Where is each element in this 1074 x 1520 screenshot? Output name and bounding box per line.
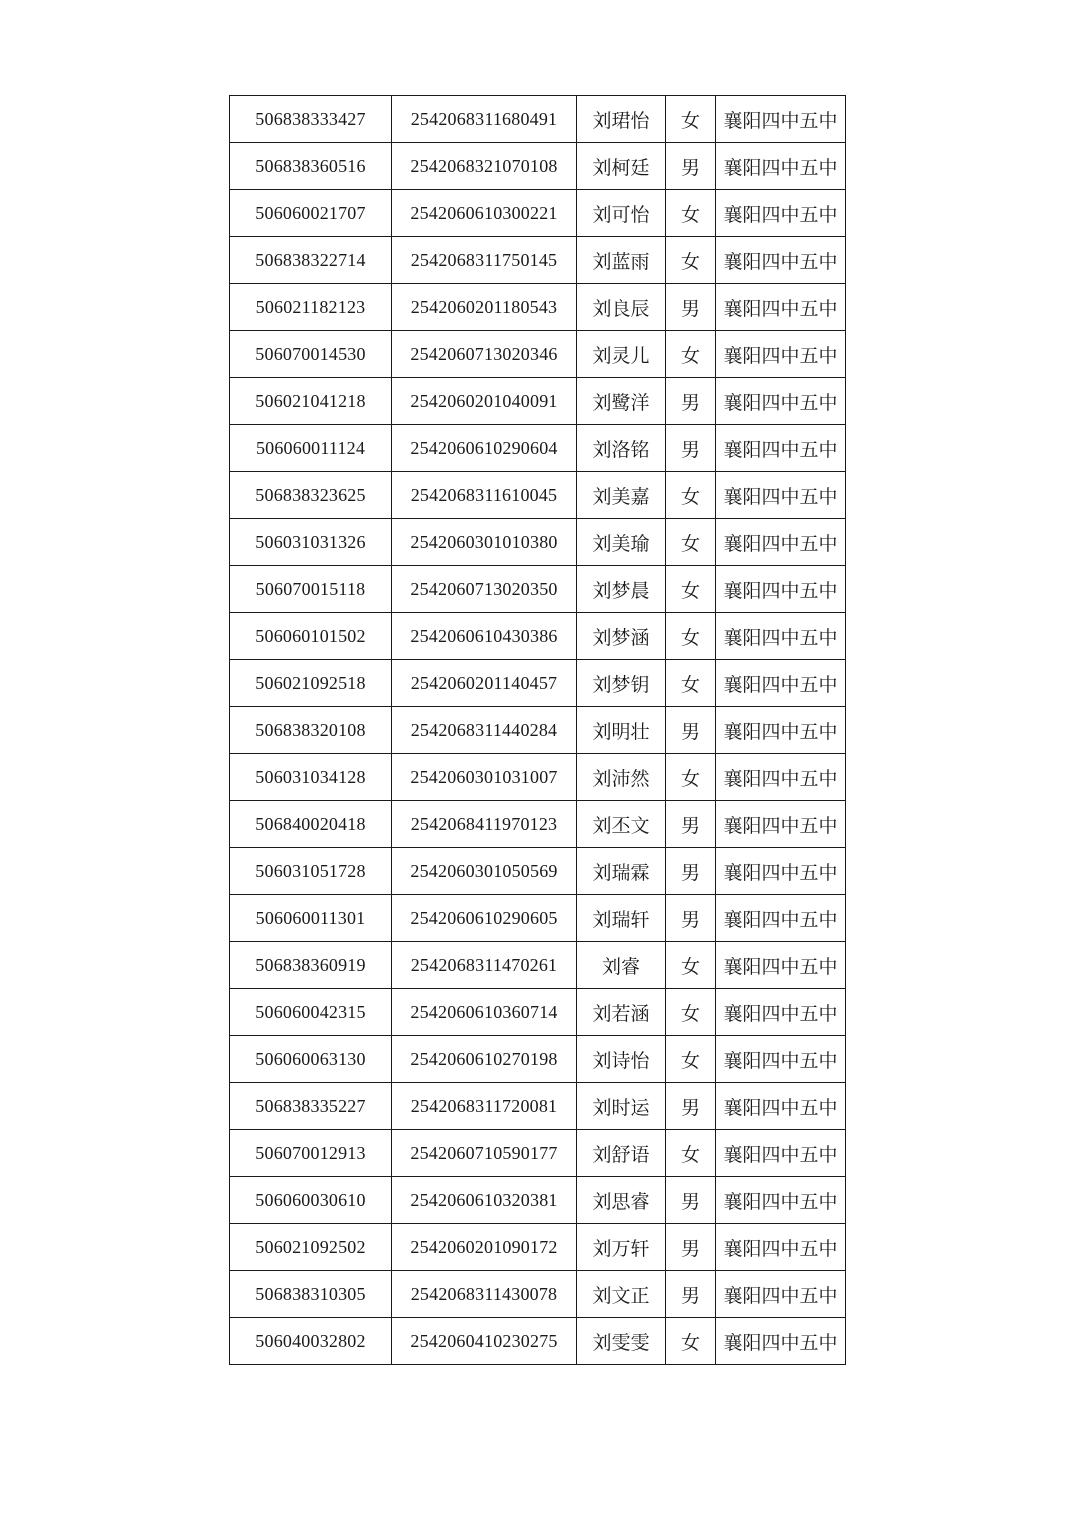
school-cell: 襄阳四中五中 xyxy=(716,1083,846,1130)
gender-cell: 男 xyxy=(666,1271,716,1318)
student-code-cell: 506838360919 xyxy=(230,942,392,989)
exam-number-cell: 2542060301050569 xyxy=(392,848,577,895)
gender-cell: 女 xyxy=(666,942,716,989)
student-name-cell: 刘美瑜 xyxy=(577,519,666,566)
table-row xyxy=(230,989,846,1036)
student-code-cell: 506838335227 xyxy=(230,1083,392,1130)
exam-number-cell: 2542060710590177 xyxy=(392,1130,577,1177)
student-code-cell: 506838322714 xyxy=(230,237,392,284)
school-cell: 襄阳四中五中 xyxy=(716,143,846,190)
student-code-cell: 506070014530 xyxy=(230,331,392,378)
student-code-cell: 506060101502 xyxy=(230,613,392,660)
school-cell: 襄阳四中五中 xyxy=(716,1224,846,1271)
school-cell: 襄阳四中五中 xyxy=(716,707,846,754)
exam-number-cell: 2542068311680491 xyxy=(392,96,577,143)
table-row xyxy=(230,1177,846,1224)
exam-number-cell: 2542060410230275 xyxy=(392,1318,577,1365)
table-row xyxy=(230,519,846,566)
student-code-cell: 506070015118 xyxy=(230,566,392,613)
school-cell: 襄阳四中五中 xyxy=(716,848,846,895)
exam-number-cell: 2542060201040091 xyxy=(392,378,577,425)
student-name-cell: 刘沛然 xyxy=(577,754,666,801)
school-cell: 襄阳四中五中 xyxy=(716,519,846,566)
student-code-cell: 506040032802 xyxy=(230,1318,392,1365)
exam-number-cell: 2542060713020350 xyxy=(392,566,577,613)
gender-cell: 女 xyxy=(666,519,716,566)
student-name-cell: 刘蓝雨 xyxy=(577,237,666,284)
exam-number-cell: 2542060610320381 xyxy=(392,1177,577,1224)
gender-cell: 女 xyxy=(666,190,716,237)
table-row xyxy=(230,1318,846,1365)
table-row xyxy=(230,848,846,895)
student-name-cell: 刘思睿 xyxy=(577,1177,666,1224)
student-name-cell: 刘瑞霖 xyxy=(577,848,666,895)
student-name-cell: 刘丕文 xyxy=(577,801,666,848)
exam-number-cell: 2542060201090172 xyxy=(392,1224,577,1271)
student-name-cell: 刘美嘉 xyxy=(577,472,666,519)
school-cell: 襄阳四中五中 xyxy=(716,613,846,660)
table-row xyxy=(230,566,846,613)
student-name-cell: 刘良辰 xyxy=(577,284,666,331)
school-cell: 襄阳四中五中 xyxy=(716,566,846,613)
exam-number-cell: 2542068321070108 xyxy=(392,143,577,190)
student-name-cell: 刘梦涵 xyxy=(577,613,666,660)
school-cell: 襄阳四中五中 xyxy=(716,1271,846,1318)
school-cell: 襄阳四中五中 xyxy=(716,754,846,801)
table-row xyxy=(230,660,846,707)
exam-number-cell: 2542060201140457 xyxy=(392,660,577,707)
school-cell: 襄阳四中五中 xyxy=(716,1177,846,1224)
student-code-cell: 506838360516 xyxy=(230,143,392,190)
student-code-cell: 506021092518 xyxy=(230,660,392,707)
student-name-cell: 刘舒语 xyxy=(577,1130,666,1177)
gender-cell: 女 xyxy=(666,1318,716,1365)
student-name-cell: 刘鹭洋 xyxy=(577,378,666,425)
school-cell: 襄阳四中五中 xyxy=(716,425,846,472)
student-name-cell: 刘梦钥 xyxy=(577,660,666,707)
student-table xyxy=(229,95,846,1365)
gender-cell: 男 xyxy=(666,707,716,754)
gender-cell: 女 xyxy=(666,96,716,143)
table-row xyxy=(230,942,846,989)
table-row xyxy=(230,1224,846,1271)
table-row xyxy=(230,284,846,331)
gender-cell: 女 xyxy=(666,472,716,519)
student-code-cell: 506060011301 xyxy=(230,895,392,942)
table-row xyxy=(230,378,846,425)
school-cell: 襄阳四中五中 xyxy=(716,237,846,284)
school-cell: 襄阳四中五中 xyxy=(716,284,846,331)
exam-number-cell: 2542060301031007 xyxy=(392,754,577,801)
student-name-cell: 刘梦晨 xyxy=(577,566,666,613)
student-name-cell: 刘明壮 xyxy=(577,707,666,754)
school-cell: 襄阳四中五中 xyxy=(716,96,846,143)
school-cell: 襄阳四中五中 xyxy=(716,989,846,1036)
gender-cell: 男 xyxy=(666,143,716,190)
exam-number-cell: 2542060610360714 xyxy=(392,989,577,1036)
table-row xyxy=(230,96,846,143)
student-name-cell: 刘灵儿 xyxy=(577,331,666,378)
student-table-body xyxy=(230,96,846,1365)
student-code-cell: 506021092502 xyxy=(230,1224,392,1271)
table-row xyxy=(230,331,846,378)
school-cell: 襄阳四中五中 xyxy=(716,472,846,519)
table-row xyxy=(230,1271,846,1318)
student-name-cell: 刘诗怡 xyxy=(577,1036,666,1083)
table-row xyxy=(230,237,846,284)
exam-number-cell: 2542060610290605 xyxy=(392,895,577,942)
student-code-cell: 506031031326 xyxy=(230,519,392,566)
exam-number-cell: 2542060610430386 xyxy=(392,613,577,660)
exam-number-cell: 2542068311720081 xyxy=(392,1083,577,1130)
gender-cell: 女 xyxy=(666,331,716,378)
gender-cell: 男 xyxy=(666,1224,716,1271)
student-name-cell: 刘雯雯 xyxy=(577,1318,666,1365)
gender-cell: 女 xyxy=(666,989,716,1036)
school-cell: 襄阳四中五中 xyxy=(716,1318,846,1365)
gender-cell: 女 xyxy=(666,237,716,284)
table-row xyxy=(230,1130,846,1177)
gender-cell: 男 xyxy=(666,284,716,331)
gender-cell: 男 xyxy=(666,1083,716,1130)
student-code-cell: 506070012913 xyxy=(230,1130,392,1177)
exam-number-cell: 2542060610290604 xyxy=(392,425,577,472)
student-name-cell: 刘可怡 xyxy=(577,190,666,237)
school-cell: 襄阳四中五中 xyxy=(716,378,846,425)
gender-cell: 女 xyxy=(666,660,716,707)
student-name-cell: 刘睿 xyxy=(577,942,666,989)
student-code-cell: 506031034128 xyxy=(230,754,392,801)
exam-number-cell: 2542060610300221 xyxy=(392,190,577,237)
gender-cell: 男 xyxy=(666,1177,716,1224)
exam-number-cell: 2542068311750145 xyxy=(392,237,577,284)
student-code-cell: 506021182123 xyxy=(230,284,392,331)
table-row xyxy=(230,143,846,190)
exam-number-cell: 2542068311610045 xyxy=(392,472,577,519)
student-name-cell: 刘时运 xyxy=(577,1083,666,1130)
exam-number-cell: 2542068311440284 xyxy=(392,707,577,754)
school-cell: 襄阳四中五中 xyxy=(716,942,846,989)
table-row xyxy=(230,895,846,942)
student-code-cell: 506060042315 xyxy=(230,989,392,1036)
student-code-cell: 506021041218 xyxy=(230,378,392,425)
gender-cell: 女 xyxy=(666,754,716,801)
exam-number-cell: 2542068311430078 xyxy=(392,1271,577,1318)
gender-cell: 男 xyxy=(666,895,716,942)
school-cell: 襄阳四中五中 xyxy=(716,331,846,378)
gender-cell: 男 xyxy=(666,801,716,848)
student-code-cell: 506031051728 xyxy=(230,848,392,895)
table-row xyxy=(230,1083,846,1130)
gender-cell: 女 xyxy=(666,613,716,660)
gender-cell: 男 xyxy=(666,848,716,895)
gender-cell: 女 xyxy=(666,1036,716,1083)
gender-cell: 女 xyxy=(666,1130,716,1177)
student-code-cell: 506060030610 xyxy=(230,1177,392,1224)
student-name-cell: 刘洛铭 xyxy=(577,425,666,472)
exam-number-cell: 2542068411970123 xyxy=(392,801,577,848)
student-code-cell: 506838310305 xyxy=(230,1271,392,1318)
student-code-cell: 506838323625 xyxy=(230,472,392,519)
exam-number-cell: 2542060713020346 xyxy=(392,331,577,378)
exam-number-cell: 2542060201180543 xyxy=(392,284,577,331)
table-row xyxy=(230,425,846,472)
school-cell: 襄阳四中五中 xyxy=(716,1130,846,1177)
exam-number-cell: 2542060301010380 xyxy=(392,519,577,566)
school-cell: 襄阳四中五中 xyxy=(716,895,846,942)
gender-cell: 男 xyxy=(666,425,716,472)
student-name-cell: 刘瑞轩 xyxy=(577,895,666,942)
school-cell: 襄阳四中五中 xyxy=(716,1036,846,1083)
table-row xyxy=(230,754,846,801)
school-cell: 襄阳四中五中 xyxy=(716,190,846,237)
student-code-cell: 506060021707 xyxy=(230,190,392,237)
student-name-cell: 刘万轩 xyxy=(577,1224,666,1271)
student-name-cell: 刘文正 xyxy=(577,1271,666,1318)
table-row xyxy=(230,801,846,848)
student-name-cell: 刘珺怡 xyxy=(577,96,666,143)
gender-cell: 男 xyxy=(666,378,716,425)
student-name-cell: 刘柯廷 xyxy=(577,143,666,190)
student-code-cell: 506838320108 xyxy=(230,707,392,754)
student-code-cell: 506838333427 xyxy=(230,96,392,143)
exam-number-cell: 2542068311470261 xyxy=(392,942,577,989)
exam-number-cell: 2542060610270198 xyxy=(392,1036,577,1083)
table-row xyxy=(230,472,846,519)
table-row xyxy=(230,707,846,754)
student-code-cell: 506060063130 xyxy=(230,1036,392,1083)
table-row xyxy=(230,1036,846,1083)
student-code-cell: 506060011124 xyxy=(230,425,392,472)
student-code-cell: 506840020418 xyxy=(230,801,392,848)
school-cell: 襄阳四中五中 xyxy=(716,801,846,848)
gender-cell: 女 xyxy=(666,566,716,613)
school-cell: 襄阳四中五中 xyxy=(716,660,846,707)
table-row xyxy=(230,190,846,237)
student-name-cell: 刘若涵 xyxy=(577,989,666,1036)
table-row xyxy=(230,613,846,660)
